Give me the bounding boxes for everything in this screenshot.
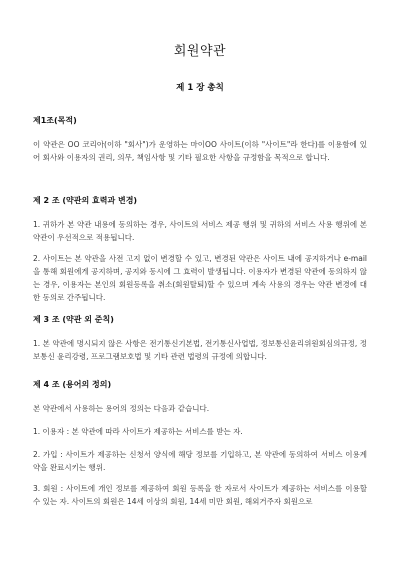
article-paragraph: 1. 귀하가 본 약관 내용에 동의하는 경우, 사이트의 서비스 제공 행위 및 귀하의 서비스 사용 행위에 본 약관이 우선적으로 적용됩니다. bbox=[33, 220, 367, 242]
article-3 bbox=[33, 314, 367, 363]
article-paragraph: 이 약관은 OO 코리아(이하 "회사")가 운영하는 마이OO 사이트(이하 "사이트"라 한다)를 이용함에 있어 회사와 이용자의 권리, 의무, 책임사항 및 기타 필요한 사항을 규정함을 목적으로 합니다. bbox=[33, 140, 367, 162]
chapter-heading: 제 1 장 총칙 bbox=[176, 83, 224, 93]
article-4 bbox=[33, 379, 367, 508]
article-paragraph: 2. 가입 : 사이트가 제공하는 신청서 양식에 해당 정보를 기입하고, 본 약관에 동의하여 서비스 이용계약을 완료시키는 행위. bbox=[33, 450, 367, 472]
article-paragraph: 1. 본 약관에 명시되지 않은 사항은 전기통신기본법, 전기통신사업법, 정보통신윤리위원회심의규정, 정보통신 윤리강령, 프로그램보호법 및 기타 관련 법령의 규정에 의합니다. bbox=[33, 339, 367, 361]
article-paragraph: 본 약관에서 사용하는 용어의 정의는 다음과 같습니다. bbox=[33, 404, 210, 413]
document-title: 회원약관 bbox=[173, 44, 227, 59]
article-paragraph: 1. 이용자 : 본 약관에 따라 사이트가 제공하는 서비스를 받는 자. bbox=[33, 427, 243, 436]
article-heading: 제 3 조 (약관 외 준칙) bbox=[33, 315, 114, 324]
article-heading: 제1조(목적) bbox=[33, 116, 77, 125]
article-heading: 제 4 조 (용어의 정의) bbox=[33, 380, 112, 389]
article-heading: 제 2 조 (약관의 효력과 변경) bbox=[33, 196, 138, 205]
article-paragraph: 3. 회원 : 사이트에 개인 정보를 제공하여 회원 등록을 한 자로서 사이트가 제공하는 서비스를 이용할 수 있는 자. 사이트의 회원은 14세 이상의 회원, 14세 미만 회원, 해외거주자 회원으로 bbox=[33, 484, 367, 506]
article-2 bbox=[33, 195, 367, 304]
article-1 bbox=[33, 115, 367, 164]
article-paragraph: 2. 사이트는 본 약관을 사전 고지 없이 변경할 수 있고, 변경된 약관은 사이트 내에 공지하거나 e-mail을 통해 회원에게 공지하며, 공지와 동시에 그 효력이 발생됩니다. 이용자가 변경된 약관에 동의하지 않는 경우, 이용자는 본인의 회원등록을 취소(회원탈퇴)할 수 있으며 계속 사용의 경우는 약관 변경에 대한 동의로 간주됩니다. bbox=[33, 254, 367, 302]
